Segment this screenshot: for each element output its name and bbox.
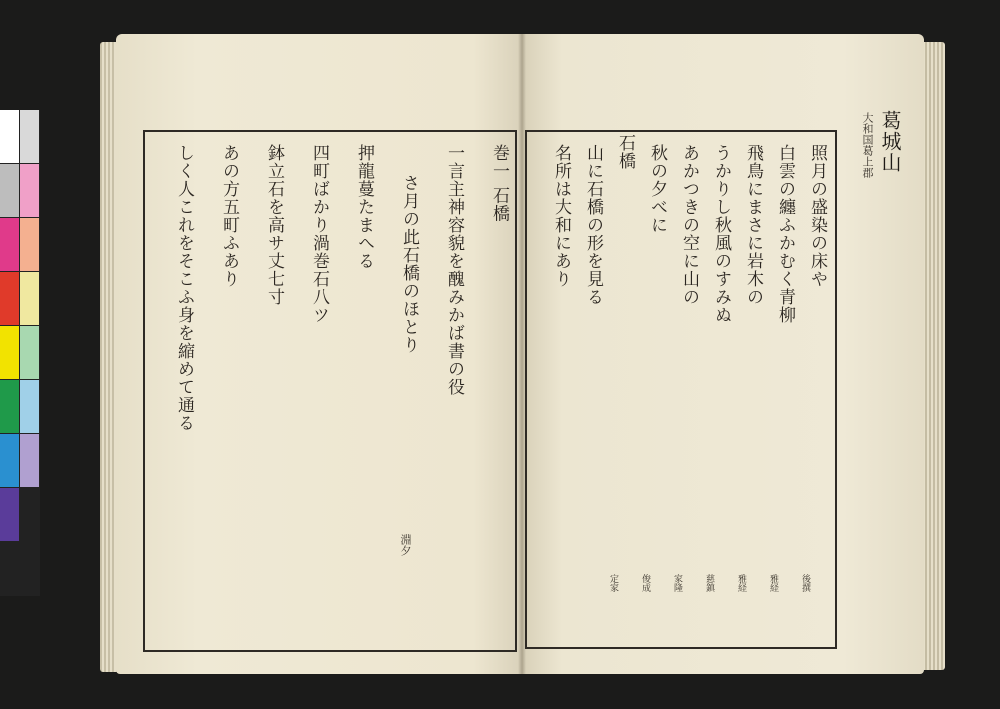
annotation-3: 雅経: [736, 574, 746, 592]
left-note: 淵夕: [399, 534, 412, 556]
right-column-1: 大和国葛上郡: [861, 112, 874, 178]
left-column-3: さ月の此石橋のほとり: [399, 174, 419, 354]
left-column-1: 巻一 石橋: [489, 144, 509, 223]
open-book: [100, 34, 945, 674]
right-column-4: 飛鳥にまさに岩木の: [743, 144, 763, 306]
color-patch: [20, 380, 39, 433]
right-column-5: うかりし秋風のすみぬ: [711, 144, 731, 324]
right-column-7: 秋の夕べに: [647, 144, 667, 234]
right-column-10: 名所は大和にあり: [551, 144, 571, 288]
color-patch: [0, 488, 19, 541]
color-calibration-strip: [0, 110, 40, 596]
color-patch: [0, 272, 19, 325]
left-column-5: 四町ばかり渦巻石八ツ: [309, 144, 329, 324]
annotation-7: 定家: [608, 574, 618, 592]
page-edges-right: [923, 42, 945, 670]
annotation-2: 雅経: [768, 574, 778, 592]
color-patch: [20, 110, 39, 163]
color-patch: [0, 110, 19, 163]
annotation-5: 家隆: [672, 574, 682, 592]
color-patch: [0, 164, 19, 217]
right-column-3: 白雲の纏ふかむく青柳: [775, 144, 795, 324]
right-column-9: 山に石橋の形を見る: [583, 144, 603, 306]
color-patch: [20, 218, 39, 271]
left-column-6: 鉢立石を高サ丈七寸: [264, 144, 284, 306]
right-column-8: 石橋: [615, 134, 635, 170]
color-patch: [20, 272, 39, 325]
right-column-2: 照月の盛染の床や: [807, 144, 827, 288]
annotation-1: 後撰: [800, 574, 810, 592]
annotation-4: 慈鎮: [704, 574, 714, 592]
color-patch: [20, 434, 39, 487]
annotation-6: 俊成: [640, 574, 650, 592]
color-patch: [20, 326, 39, 379]
color-patch: [0, 380, 19, 433]
color-patch: [20, 164, 39, 217]
left-column-4: 押龍蔓たまへる: [354, 144, 374, 270]
left-column-7: あの方五町ふあり: [219, 144, 239, 288]
page-title: 葛城山: [878, 110, 902, 173]
color-patch: [0, 434, 19, 487]
left-column-2: 一言主神容貌を醜みかば書の役: [444, 144, 464, 396]
right-column-6: あかつきの空に山の: [679, 144, 699, 306]
color-patch: [0, 218, 19, 271]
color-patch: [0, 326, 19, 379]
left-column-8: しく人これをそこふ身を縮めて通る: [174, 144, 194, 432]
